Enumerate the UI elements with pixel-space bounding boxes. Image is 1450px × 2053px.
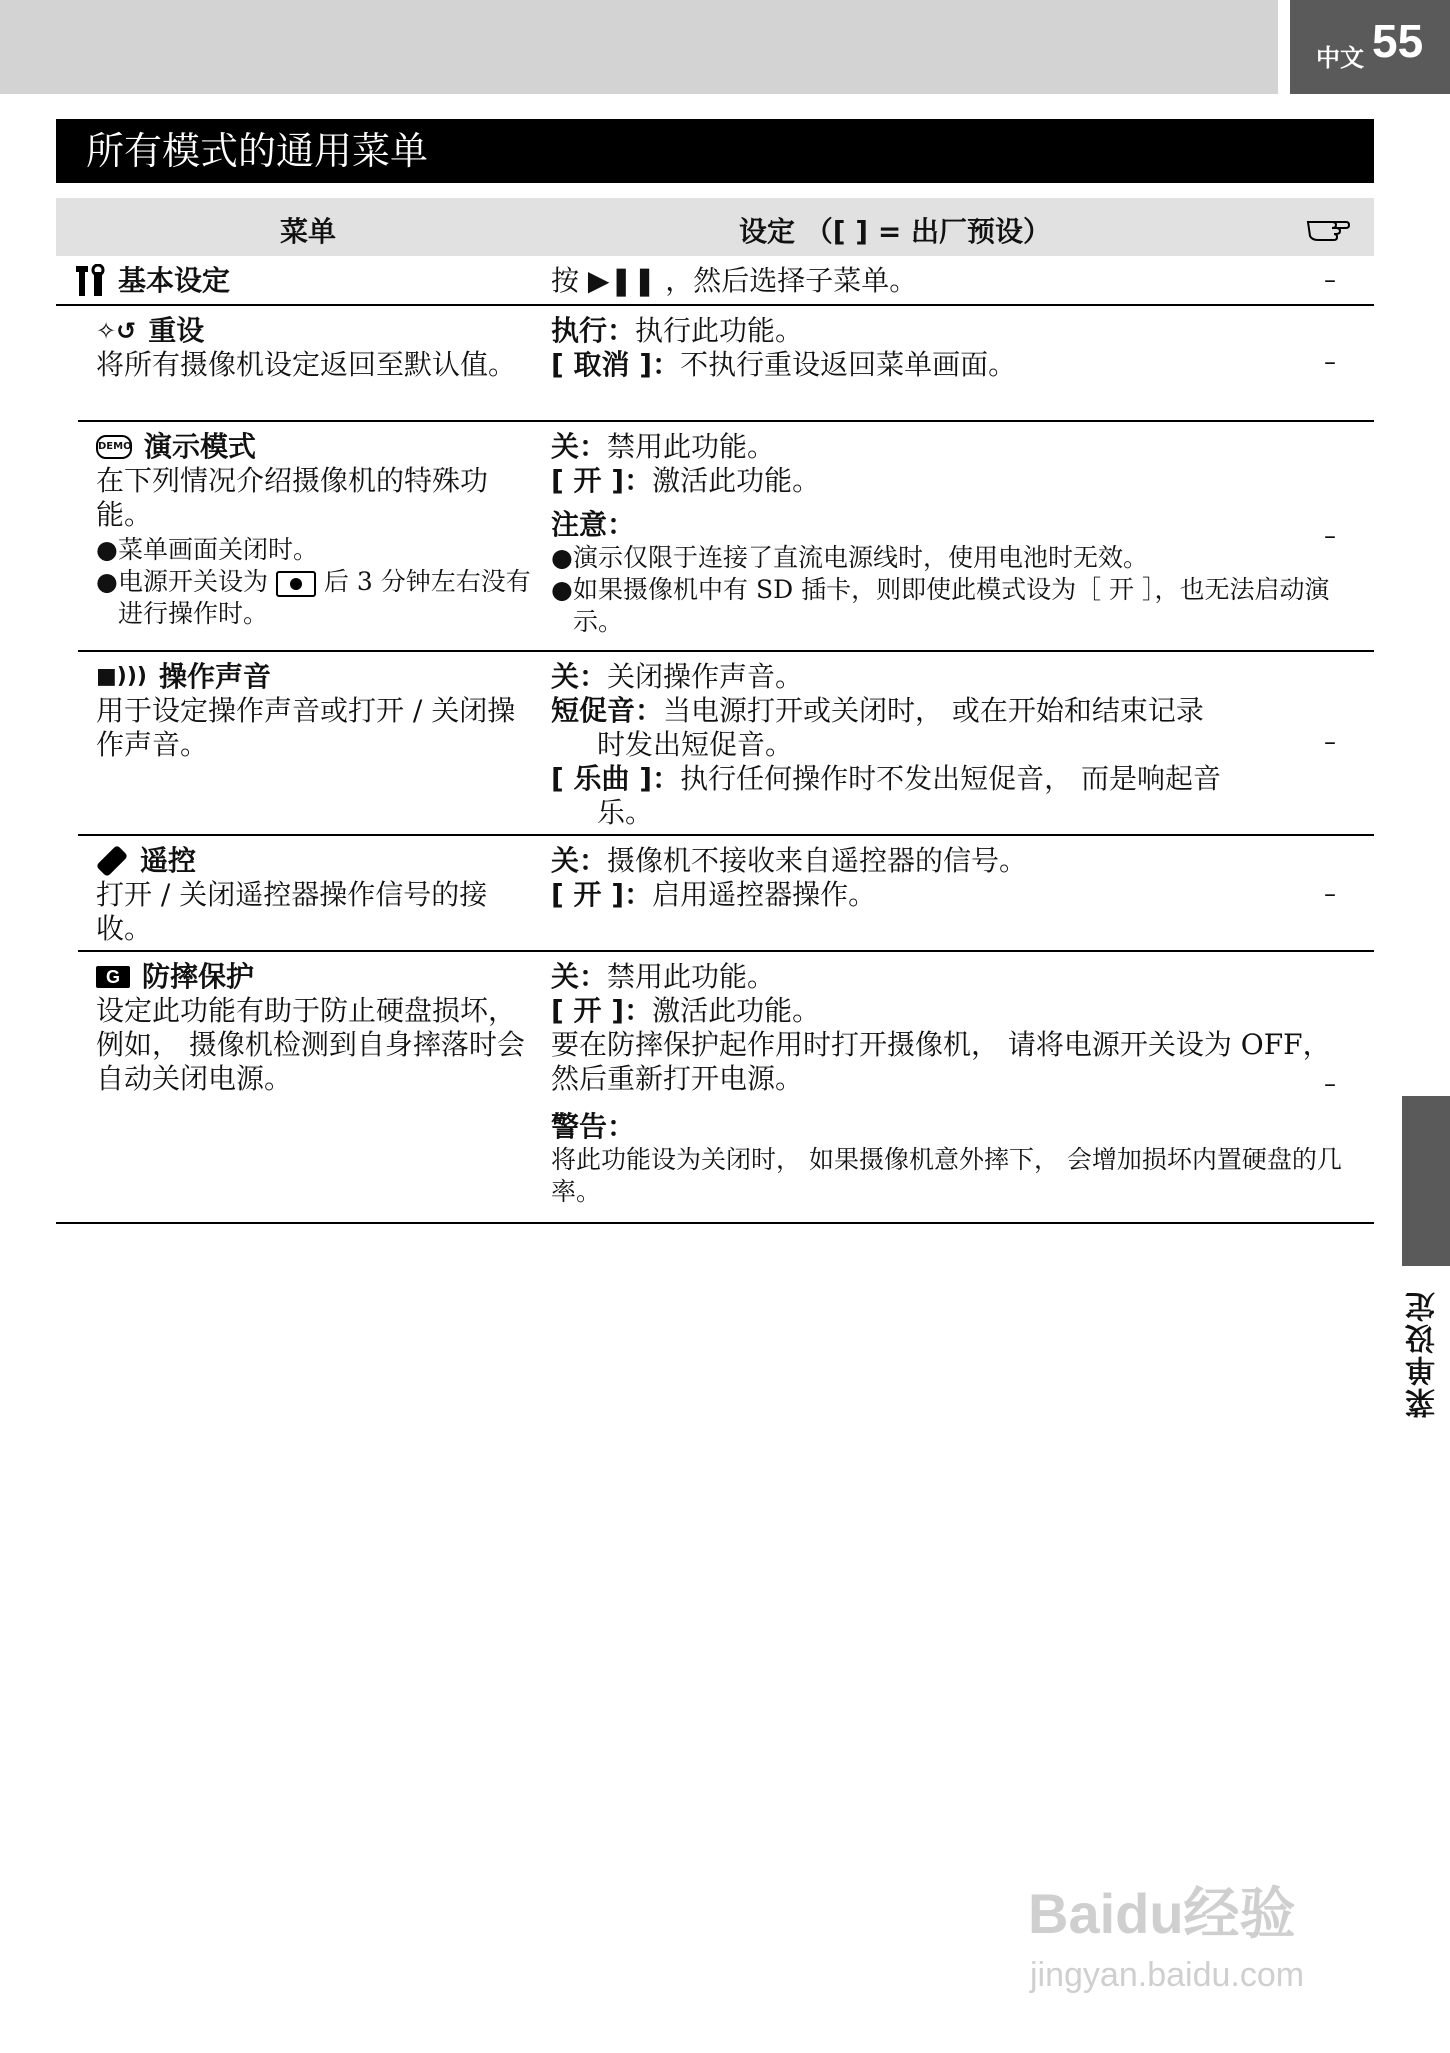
warning-text: 将此功能设为关闭时， 如果摄像机意外摔下， 会增加损坏内置硬盘的几率。 xyxy=(551,1145,1342,1206)
option-text: 当电源打开或关闭时， 或在开始和结束记录 xyxy=(663,694,1204,727)
remote-control-icon xyxy=(96,845,129,878)
reference-value: – xyxy=(1324,880,1336,908)
option-label: 关： xyxy=(551,960,608,993)
divider xyxy=(78,650,1374,652)
option-text: 时发出短促音。 xyxy=(597,728,794,761)
option-note: 要在防摔保护起作用时打开摄像机， 请将电源开关设为 OFF， 然后重新打开电源。 xyxy=(551,1028,1331,1095)
drop-detect-icon: G xyxy=(96,966,130,988)
reference-value: – xyxy=(1324,728,1336,756)
column-header-menu: 菜单 xyxy=(280,215,337,248)
row-description: 设定此功能有助于防止硬盘损坏， 例如， 摄像机检测到自身摔落时会自动关闭电源。 xyxy=(96,994,525,1095)
table-row-basic xyxy=(56,262,1374,306)
option-text: 乐。 xyxy=(597,796,654,829)
row-description: 将所有摄像机设定返回至默认值。 xyxy=(96,348,517,381)
bullet-text xyxy=(118,566,536,630)
list-item: ● 演示仅限于连接了直流电源线时，使用电池时无效。 xyxy=(551,543,1149,572)
table-row-demo xyxy=(56,430,1374,650)
bullet-text-part: 后 3 分钟左右没有进行操作时。 xyxy=(118,567,531,628)
warning-title: 警告： xyxy=(551,1110,636,1143)
row-title: 基本设定 xyxy=(118,264,231,297)
option-label: [ 乐曲 ]： xyxy=(551,762,681,795)
option-text: 执行此功能。 xyxy=(635,314,804,347)
language-label: 中文 xyxy=(1316,44,1364,72)
watermark xyxy=(1028,1870,1368,1995)
row-description: 用于设定操作声音或打开 / 关闭操作声音。 xyxy=(96,694,516,761)
option-label: 短促音： xyxy=(551,694,664,727)
list-item: ● 菜单画面关闭时。 xyxy=(96,535,319,564)
setting-text: ，然后选择子菜单。 xyxy=(665,264,918,297)
reference-value: – xyxy=(1324,1070,1336,1098)
divider xyxy=(56,1222,1374,1224)
option-text: 不执行重设返回菜单画面。 xyxy=(680,348,1017,381)
table-row-sound xyxy=(56,660,1374,832)
reset-icon: ✧↺ xyxy=(96,317,137,345)
divider xyxy=(78,834,1374,836)
option-label: [ 开 ]： xyxy=(551,464,653,497)
reference-value: – xyxy=(1324,522,1336,550)
option-label: 关： xyxy=(551,660,608,693)
speaker-icon: ■))) xyxy=(96,664,147,689)
page-number: 55 xyxy=(1372,15,1424,67)
option-text: 摄像机不接收来自遥控器的信号。 xyxy=(607,844,1028,877)
note-title: 注意： xyxy=(551,508,636,541)
option-text: 激活此功能。 xyxy=(652,994,821,1027)
demo-icon: DEMO xyxy=(96,435,132,459)
watermark-url: jingyan.baidu.com xyxy=(1030,1956,1305,1994)
column-header-setting: 设定 （[ ] = 出厂预设） xyxy=(739,215,1052,248)
option-text: 执行任何操作时不发出短促音， 而是响起音 xyxy=(680,762,1221,795)
side-tab-label: 菜单设定 xyxy=(1406,1290,1441,1418)
reference-hand-icon xyxy=(1306,212,1350,242)
option-label: 关： xyxy=(551,844,608,877)
row-title: 遥控 xyxy=(140,844,197,877)
row-description: 打开 / 关闭遥控器操作信号的接收。 xyxy=(96,878,488,945)
option-text: 禁用此功能。 xyxy=(607,960,776,993)
option-label: 执行： xyxy=(551,314,636,347)
setting-text: 按 xyxy=(551,264,580,297)
option-label: 关： xyxy=(551,430,608,463)
play-pause-icon: ▶❚❚ xyxy=(587,264,657,297)
row-title: 重设 xyxy=(148,314,205,347)
option-label: [ 开 ]： xyxy=(551,878,653,911)
note-text: 如果摄像机中有 SD 插卡，则即使此模式设为［ 开 ］，也无法启动演示。 xyxy=(573,575,1330,636)
record-mode-icon xyxy=(276,571,316,597)
row-title: 演示模式 xyxy=(144,430,257,463)
bullet-text-part: 电源开关设为 xyxy=(118,567,269,596)
table-row-remote xyxy=(56,844,1374,948)
section-title: 所有模式的通用菜单 xyxy=(56,119,1374,183)
option-text: 关闭操作声音。 xyxy=(607,660,804,693)
wrench-icon xyxy=(76,264,106,298)
note-text: 演示仅限于连接了直流电源线时，使用电池时无效。 xyxy=(573,543,1149,572)
divider xyxy=(78,950,1374,952)
table-row-drop-protection xyxy=(56,960,1374,1222)
list-item: ● 电源开关设为 后 3 分钟左右没有进行操作时。 xyxy=(96,566,536,630)
option-label: [ 取消 ]： xyxy=(551,348,681,381)
divider xyxy=(78,420,1374,422)
watermark-logo: Baidu经验 xyxy=(1028,1882,1296,1945)
reference-value: – xyxy=(1324,348,1336,376)
option-label: [ 开 ]： xyxy=(551,994,653,1027)
divider xyxy=(56,304,1374,306)
row-description: 在下列情况介绍摄像机的特殊功能。 xyxy=(96,464,489,531)
page-number-box xyxy=(1290,0,1450,94)
row-title: 操作声音 xyxy=(158,660,271,693)
option-text: 启用遥控器操作。 xyxy=(652,878,877,911)
table-header xyxy=(56,198,1374,256)
header-bar xyxy=(0,0,1278,94)
table-row-reset xyxy=(56,314,1374,418)
option-text: 禁用此功能。 xyxy=(607,430,776,463)
reference-value: – xyxy=(1324,266,1336,294)
side-tab-marker xyxy=(1402,1096,1450,1266)
row-title: 防摔保护 xyxy=(142,960,255,993)
bullet-text: 菜单画面关闭时。 xyxy=(118,535,319,564)
list-item: ● 如果摄像机中有 SD 插卡，则即使此模式设为［ 开 ］，也无法启动演示。 xyxy=(551,574,1351,638)
option-text: 激活此功能。 xyxy=(652,464,821,497)
